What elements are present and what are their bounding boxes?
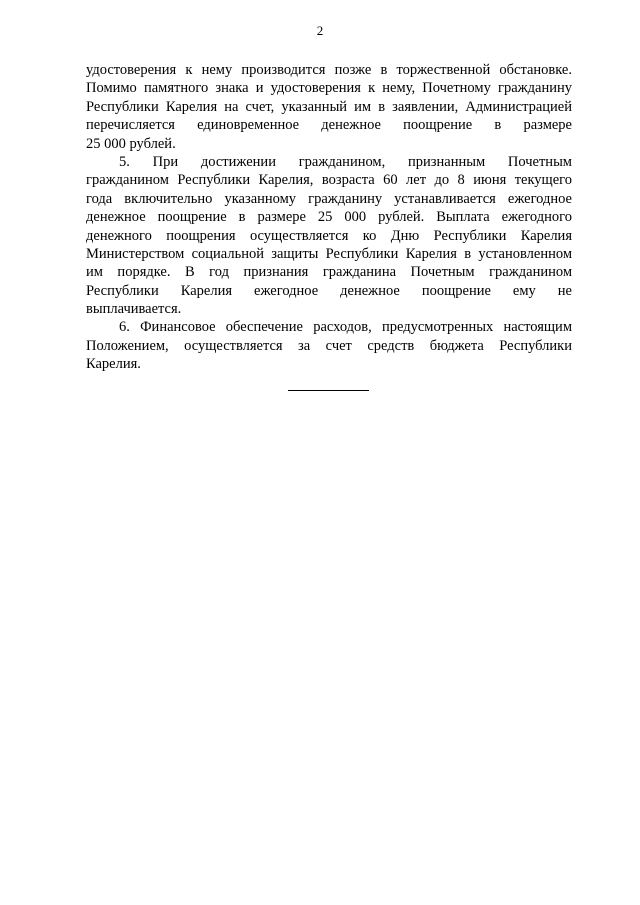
text-line: им порядке. В год признания гражданина Почетным гражданином xyxy=(86,264,572,281)
text-line: 6. Финансовое обеспечение расходов, предусмотренных настоящим xyxy=(119,319,572,336)
text-line: перечисляется единовременное денежное поощрение в размере xyxy=(86,117,572,134)
end-of-document-rule xyxy=(288,390,369,391)
document-body xyxy=(86,61,572,374)
text-line: года включительно указанному гражданину устанавливается ежегодное xyxy=(86,190,572,207)
text-line: Положением, осуществляется за счет средств бюджета Республики xyxy=(86,337,572,354)
paragraph-item-5 xyxy=(86,153,572,319)
text-line: удостоверения к нему производится позже в торжественной обстановке. xyxy=(86,62,572,78)
text-line: выплачивается. xyxy=(86,301,182,318)
text-line: 25 000 рублей. xyxy=(86,135,176,152)
text-line: Республики Карелия на счет, указанный им в заявлении, Администрацией xyxy=(86,98,572,115)
page-number: 2 xyxy=(316,23,324,38)
paragraph-continuation xyxy=(86,61,572,153)
text-line: Карелия. xyxy=(86,356,141,373)
text-line: Министерством социальной защиты Республики Карелия в установленном xyxy=(86,245,572,262)
text-line: денежного поощрения осуществляется ко Дню Республики Карелия xyxy=(86,227,572,244)
text-line: денежное поощрение в размере 25 000 рублей. Выплата ежегодного xyxy=(86,209,572,226)
text-line: Республики Карелия ежегодное денежное поощрение ему не xyxy=(86,282,572,299)
paragraph-item-6 xyxy=(86,318,572,373)
text-line: 5. При достижении гражданином, признанным Почетным xyxy=(119,153,572,170)
text-line: Помимо памятного знака и удостоверения к нему, Почетному гражданину xyxy=(86,80,572,97)
text-line: гражданином Республики Карелия, возраста 60 лет до 8 июня текущего xyxy=(86,172,572,189)
